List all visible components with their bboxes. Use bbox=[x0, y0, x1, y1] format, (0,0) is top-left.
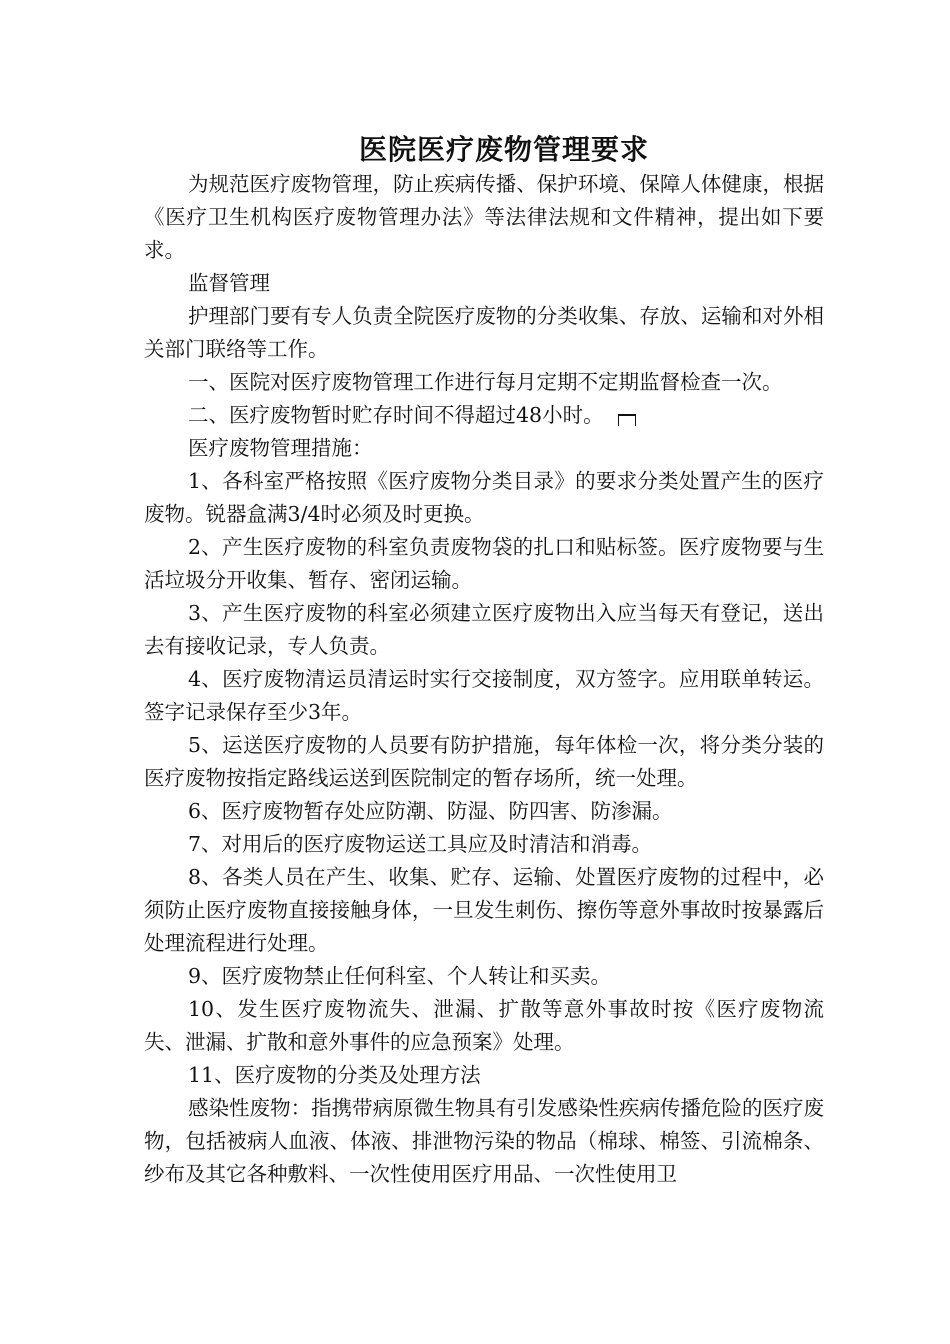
list-item: 9、医疗废物禁止任何科室、个人转让和买卖。 bbox=[188, 964, 612, 988]
paragraph-item-two bbox=[144, 399, 824, 432]
edit-mark-icon bbox=[618, 414, 636, 426]
paragraph-item-one: 一、医院对医疗废物管理工作进行每月定期不定期监督检查一次。 bbox=[188, 370, 783, 394]
document-body bbox=[144, 168, 824, 1191]
list-item: 6、医疗废物暂存处应防潮、防湿、防四害、防渗漏。 bbox=[188, 799, 673, 823]
list-item: 11、医疗废物的分类及处理方法 bbox=[188, 1063, 481, 1087]
paragraph-infectious-waste: 感染性废物：指携带病原微生物具有引发感染性疾病传播危险的医疗废物，包括被病人血液、体液、排泄物污染的物品（棉球、棉签、引流棉条、纱布及其它各种敷料、一次性使用医疗用品、一次性使用卫 bbox=[144, 1096, 824, 1186]
list-item: 7、对用后的医疗废物运送工具应及时清洁和消毒。 bbox=[188, 832, 653, 856]
list-item: 2、产生医疗废物的科室负责废物袋的扎口和贴标签。医疗废物要与生活垃圾分开收集、暂存、密闭运输。 bbox=[144, 535, 824, 592]
list-item: 10、发生医疗废物流失、泄漏、扩散等意外事故时按《医疗废物流失、泄漏、扩散和意外事件的应急预案》处理。 bbox=[144, 997, 824, 1054]
document-title: 医院医疗废物管理要求 bbox=[358, 133, 649, 166]
paragraph-intro: 为规范医疗废物管理，防止疾病传播、保护环境、保障人体健康，根据《医疗卫生机构医疗废物管理办法》等法律法规和文件精神，提出如下要求。 bbox=[144, 172, 824, 262]
paragraph-nursing-dept: 护理部门要有专人负责全院医疗废物的分类收集、存放、运输和对外相关部门联络等工作。 bbox=[144, 304, 824, 361]
list-item: 3、产生医疗废物的科室必须建立医疗废物出入应当每天有登记，送出去有接收记录，专人负责。 bbox=[144, 601, 824, 658]
section-heading-measures: 医疗废物管理措施： bbox=[188, 436, 373, 460]
list-item: 8、各类人员在产生、收集、贮存、运输、处置医疗废物的过程中，必须防止医疗废物直接接触身体，一旦发生刺伤、擦伤等意外事故时按暴露后处理流程进行处理。 bbox=[144, 865, 824, 955]
paragraph-item-two-text: 二、医疗废物暂时贮存时间不得超过48小时。 bbox=[188, 403, 604, 427]
section-heading-supervision: 监督管理 bbox=[188, 271, 270, 295]
list-item: 1、各科室严格按照《医疗废物分类目录》的要求分类处置产生的医疗废物。锐器盒满3/4时必须及时更换。 bbox=[144, 469, 824, 526]
list-item: 5、运送医疗废物的人员要有防护措施，每年体检一次，将分类分装的医疗废物按指定路线运送到医院制定的暂存场所，统一处理。 bbox=[144, 733, 824, 790]
list-item: 4、医疗废物清运员清运时实行交接制度，双方签字。应用联单转运。签字记录保存至少3年。 bbox=[144, 667, 824, 724]
